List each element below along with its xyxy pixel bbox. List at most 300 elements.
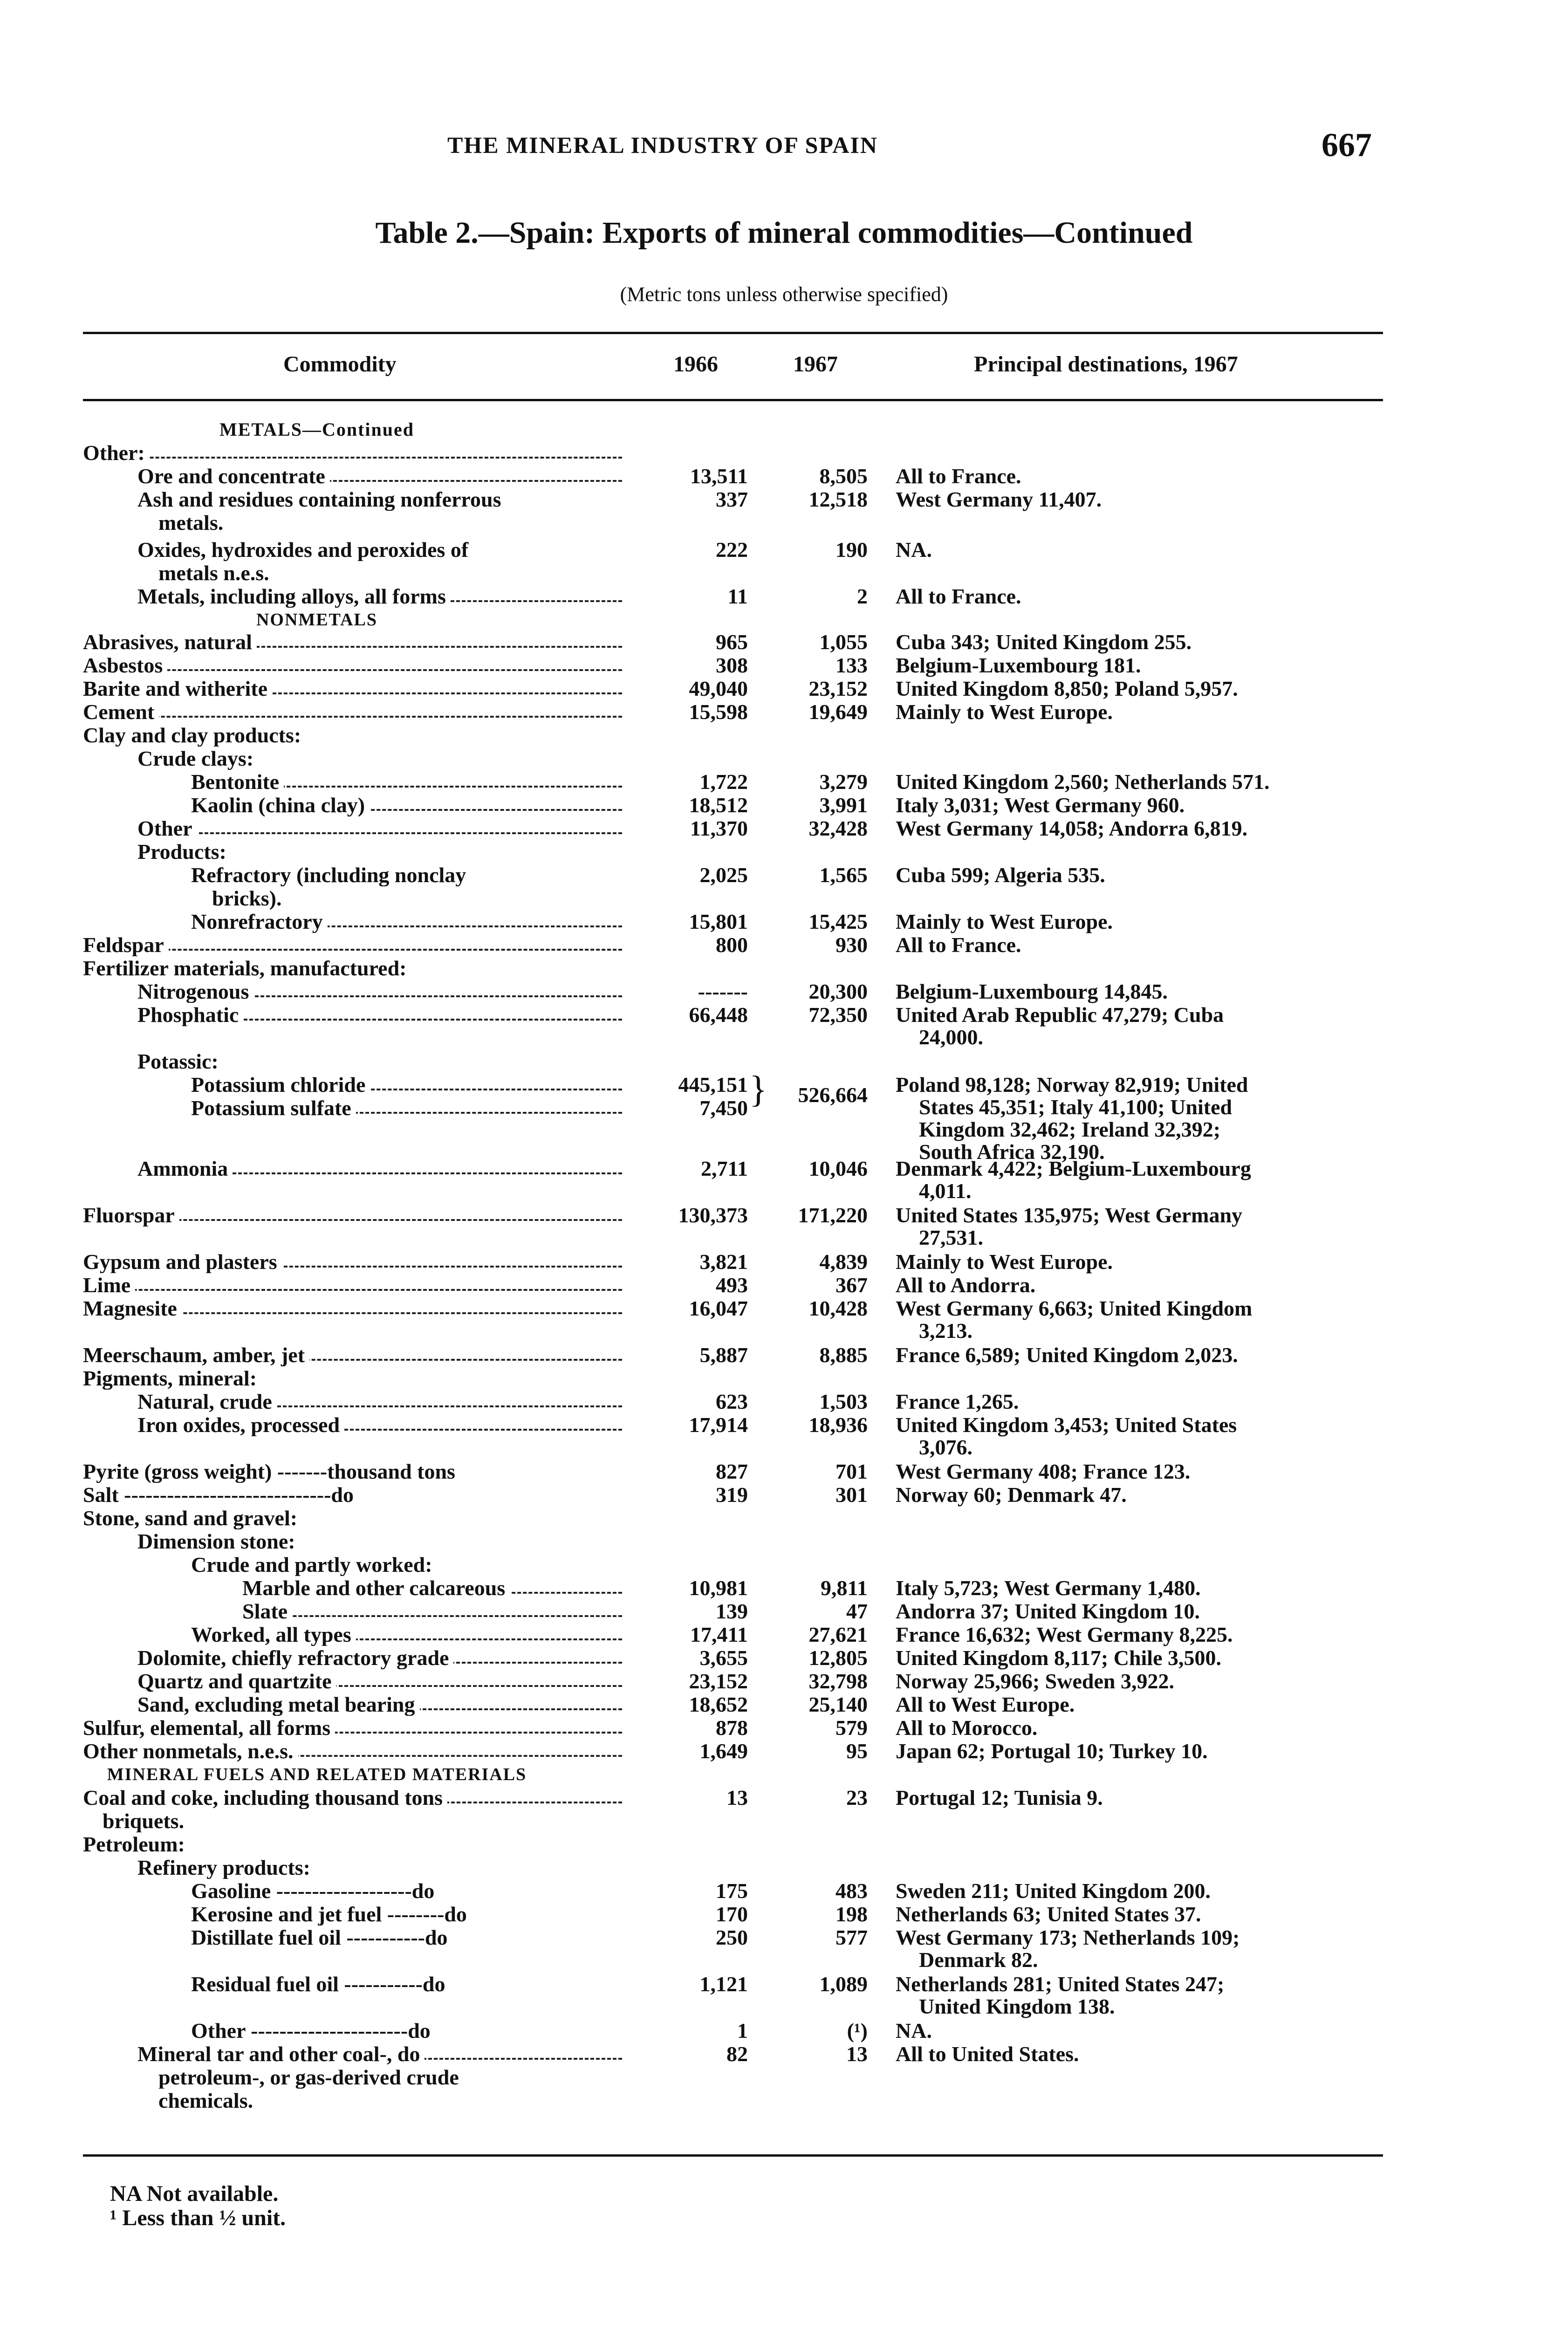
table-row xyxy=(0,539,1568,562)
commodity-cell xyxy=(0,841,622,863)
destinations-cell xyxy=(896,1251,1366,1273)
destinations-cell xyxy=(896,794,1366,816)
commodity-cell xyxy=(0,701,622,723)
table-row xyxy=(0,1624,1568,1647)
value-1967: 23,152 xyxy=(808,677,868,700)
commodity-label: Dolomite, chiefly refractory grade xyxy=(137,1647,453,1669)
destinations-cell xyxy=(896,1717,1366,1739)
destinations-cell xyxy=(896,911,1366,933)
value-1966: 250 xyxy=(716,1926,748,1949)
table-row xyxy=(0,1717,1568,1740)
value-1966: 623 xyxy=(716,1390,748,1413)
commodity-label: Worked, all types xyxy=(191,1624,356,1646)
table-row xyxy=(0,1251,1568,1274)
commodity-label: Salt -----------------------------do xyxy=(83,1484,358,1506)
value-1967: 10,046 xyxy=(808,1157,868,1180)
table-row xyxy=(0,1926,1568,1973)
table-row xyxy=(0,887,1568,911)
value-1967: 32,798 xyxy=(808,1669,868,1693)
commodity-label: Residual fuel oil -----------do xyxy=(191,1973,450,1995)
commodity-label: Kerosine and jet fuel --------do xyxy=(191,1903,472,1926)
commodity-cell xyxy=(0,585,622,608)
commodity-label: Distillate fuel oil -----------do xyxy=(191,1926,452,1949)
commodity-cell xyxy=(0,442,622,464)
value-1966: 319 xyxy=(716,1483,748,1507)
table-row xyxy=(0,585,1568,609)
destinations-cell xyxy=(896,1693,1366,1716)
destination-line: Cuba 599; Algeria 535. xyxy=(896,863,1105,887)
value-1967: 1,503 xyxy=(819,1390,868,1413)
value-1966: 337 xyxy=(716,487,748,511)
commodity-label: Feldspar xyxy=(83,934,169,956)
value-1967: 8,505 xyxy=(819,464,868,488)
commodity-label: Sulfur, elemental, all forms xyxy=(83,1717,335,1739)
destinations-cell xyxy=(896,1740,1366,1762)
destination-line: Belgium-Luxembourg 181. xyxy=(896,653,1141,677)
table-row xyxy=(0,1297,1568,1344)
table-body xyxy=(0,418,1568,2113)
value-1967: 301 xyxy=(835,1483,868,1507)
commodity-cell xyxy=(84,609,550,631)
leader-dots xyxy=(83,457,622,459)
value-1966: 18,512 xyxy=(689,793,748,817)
commodity-label: Crude clays: xyxy=(137,747,258,770)
commodity-cell xyxy=(0,1414,622,1436)
commodity-cell xyxy=(0,864,622,886)
destinations-cell xyxy=(896,1600,1366,1623)
commodity-label: Nonrefractory xyxy=(191,911,328,933)
value-1967: 579 xyxy=(835,1716,868,1740)
value-1966: 1 xyxy=(737,2019,748,2042)
commodity-label: Nitrogenous xyxy=(137,980,253,1003)
section-heading xyxy=(0,609,1568,631)
destination-line: France 1,265. xyxy=(896,1390,1019,1413)
commodity-label: Metals, including alloys, all forms xyxy=(137,585,451,608)
destination-line: United Arab Republic 47,279; Cuba xyxy=(896,1003,1224,1027)
destinations-cell xyxy=(896,585,1366,608)
destination-line: States 45,351; Italy 41,100; United xyxy=(919,1095,1232,1119)
commodity-cell xyxy=(0,1903,622,1926)
table-row xyxy=(0,2090,1568,2113)
destinations-cell xyxy=(896,1004,1366,1048)
commodity-cell xyxy=(0,631,622,653)
destinations-cell xyxy=(896,2020,1366,2042)
value-1966: 175 xyxy=(716,1879,748,1903)
value-1966: 82 xyxy=(726,2042,748,2066)
value-1967: 930 xyxy=(835,933,868,957)
section-heading xyxy=(0,418,1568,442)
table-row xyxy=(0,701,1568,724)
value-1966: 222 xyxy=(716,538,748,562)
commodity-cell xyxy=(0,1074,622,1096)
value-1967: 95 xyxy=(846,1739,868,1763)
value-1967: 27,621 xyxy=(808,1623,868,1646)
table-row xyxy=(0,1833,1568,1857)
commodity-cell xyxy=(0,1274,622,1296)
value-1966: 7,450 xyxy=(699,1096,748,1120)
section-heading xyxy=(0,1763,1568,1787)
value-1967: 20,300 xyxy=(808,980,868,1003)
destination-line: West Germany 14,058; Andorra 6,819. xyxy=(896,816,1248,840)
commodity-cell xyxy=(0,2020,622,2042)
destination-line: 3,213. xyxy=(919,1319,972,1343)
table-row xyxy=(0,794,1568,817)
col-header-commodity: Commodity xyxy=(283,352,397,377)
destinations-cell xyxy=(896,465,1366,487)
destination-line: United Kingdom 8,850; Poland 5,957. xyxy=(896,677,1238,700)
value-1966: 15,598 xyxy=(689,700,748,724)
value-1966: 13 xyxy=(726,1786,748,1809)
table-row xyxy=(0,1857,1568,1880)
commodity-label: Other nonmetals, n.e.s. xyxy=(83,1740,298,1762)
commodity-label: Coal and coke, including thousand tons xyxy=(83,1787,447,1809)
value-1966: 11,370 xyxy=(690,816,748,840)
table-row xyxy=(0,1530,1568,1554)
commodity-cell xyxy=(84,418,550,441)
commodity-label: Cement xyxy=(83,701,159,723)
commodity-cell xyxy=(0,465,622,487)
destinations-cell xyxy=(896,864,1366,886)
destination-line: West Germany 11,407. xyxy=(896,487,1102,511)
destination-line: All to Andorra. xyxy=(896,1273,1036,1297)
commodity-cell xyxy=(0,1647,622,1669)
commodity-label: Ammonia xyxy=(137,1158,233,1180)
destination-line: All to Morocco. xyxy=(896,1716,1038,1740)
destination-line: West Germany 408; France 123. xyxy=(896,1460,1191,1483)
table-row xyxy=(0,1050,1568,1074)
value-1966: 965 xyxy=(716,630,748,654)
commodity-label: Dimension stone: xyxy=(137,1530,300,1553)
table-row xyxy=(0,864,1568,887)
header-rule xyxy=(83,399,1383,401)
commodity-label: metals n.e.s. xyxy=(158,562,274,584)
destination-line: Kingdom 32,462; Ireland 32,392; xyxy=(919,1117,1221,1141)
commodity-label: Bentonite xyxy=(191,771,284,793)
table-row xyxy=(0,957,1568,980)
value-1967: 701 xyxy=(835,1460,868,1483)
top-rule xyxy=(83,332,1383,334)
table-row xyxy=(0,678,1568,701)
value-1966: ------- xyxy=(698,980,748,1003)
destination-line: Norway 25,966; Sweden 3,922. xyxy=(896,1669,1174,1693)
destination-line: United Kingdom 138. xyxy=(919,1994,1115,2018)
commodity-cell xyxy=(0,1530,622,1553)
value-1967: (¹) xyxy=(847,2019,868,2042)
table-row xyxy=(0,2020,1568,2043)
destinations-cell xyxy=(896,980,1366,1003)
value-1966: 170 xyxy=(716,1902,748,1926)
page-number: 667 xyxy=(1322,126,1372,164)
commodity-label: Iron oxides, processed xyxy=(137,1414,344,1436)
leader-dots xyxy=(137,832,622,834)
commodity-cell xyxy=(0,1670,622,1693)
table-row xyxy=(0,1880,1568,1903)
value-1966: 827 xyxy=(716,1460,748,1483)
footnote-na: NA Not available. xyxy=(110,2181,279,2206)
destinations-cell xyxy=(896,1204,1366,1249)
destinations-cell xyxy=(896,1926,1366,1971)
commodity-cell xyxy=(84,1763,550,1786)
commodity-cell xyxy=(0,562,622,584)
commodity-cell xyxy=(0,1810,622,1832)
commodity-cell xyxy=(0,1460,622,1483)
destinations-cell xyxy=(896,1670,1366,1693)
destination-line: United Kingdom 2,560; Netherlands 571. xyxy=(896,770,1270,794)
table-row xyxy=(0,2043,1568,2066)
value-1966: 1,121 xyxy=(699,1972,748,1996)
commodity-label: Potassium chloride xyxy=(191,1074,370,1096)
destination-line: France 16,632; West Germany 8,225. xyxy=(896,1623,1233,1646)
table-row xyxy=(0,465,1568,488)
value-1967: 4,839 xyxy=(819,1250,868,1274)
commodity-label: Phosphatic xyxy=(137,1004,243,1026)
commodity-cell xyxy=(0,911,622,933)
table-subtitle: (Metric tons unless otherwise specified) xyxy=(620,283,948,306)
destinations-cell xyxy=(896,1484,1366,1506)
commodity-cell xyxy=(0,1880,622,1902)
value-1967: 12,805 xyxy=(808,1646,868,1670)
destinations-cell xyxy=(896,1577,1366,1599)
commodity-cell xyxy=(0,1251,622,1273)
commodity-cell xyxy=(0,1297,622,1320)
col-header-1966: 1966 xyxy=(673,352,718,377)
destination-line: 24,000. xyxy=(919,1025,983,1049)
commodity-label: Potassic: xyxy=(137,1050,223,1073)
table-row xyxy=(0,1460,1568,1484)
commodity-cell xyxy=(0,980,622,1003)
destinations-cell xyxy=(896,488,1366,511)
table-row xyxy=(0,1484,1568,1507)
value-1966: 66,448 xyxy=(689,1003,748,1027)
value-1966: 17,914 xyxy=(689,1413,748,1437)
commodity-label: Refractory (including nonclay xyxy=(191,864,471,886)
value-1967: 1,565 xyxy=(819,863,868,887)
destination-line: West Germany 6,663; United Kingdom xyxy=(896,1296,1253,1320)
table-row xyxy=(0,980,1568,1004)
value-1966: 17,411 xyxy=(690,1623,748,1646)
table-row xyxy=(0,1507,1568,1530)
commodity-label: Mineral tar and other coal-, do xyxy=(137,2043,425,2065)
footnote-1: ¹ Less than ½ unit. xyxy=(110,2206,286,2230)
commodity-cell xyxy=(0,539,622,561)
destination-line: All to France. xyxy=(896,933,1021,957)
value-1966: 800 xyxy=(716,933,748,957)
value-1967: 3,279 xyxy=(819,770,868,794)
commodity-cell xyxy=(0,1926,622,1949)
value-1966: 16,047 xyxy=(689,1296,748,1320)
value-1966: 130,373 xyxy=(678,1203,748,1227)
commodity-cell xyxy=(0,488,622,511)
commodity-label: Other xyxy=(137,817,197,840)
value-1966: 11 xyxy=(727,584,748,608)
destinations-cell xyxy=(896,1624,1366,1646)
destinations-cell xyxy=(896,771,1366,793)
destinations-cell xyxy=(896,539,1366,561)
table-row xyxy=(0,1554,1568,1577)
table-row xyxy=(0,1693,1568,1717)
commodity-cell xyxy=(0,1507,622,1529)
value-1967: 47 xyxy=(846,1599,868,1623)
destination-line: Netherlands 281; United States 247; xyxy=(896,1972,1225,1996)
table-row xyxy=(0,911,1568,934)
destinations-cell xyxy=(896,1344,1366,1366)
value-1966: 878 xyxy=(716,1716,748,1740)
destinations-cell xyxy=(896,1391,1366,1413)
commodity-cell xyxy=(0,1367,622,1390)
commodity-label: Other ----------------------do xyxy=(191,2020,435,2042)
destinations-cell xyxy=(896,1460,1366,1483)
destinations-cell xyxy=(896,678,1366,700)
destination-line: United Kingdom 3,453; United States xyxy=(896,1413,1237,1437)
destination-line: Portugal 12; Tunisia 9. xyxy=(896,1786,1103,1809)
value-1967: 9,811 xyxy=(821,1576,868,1600)
commodity-label: Potassium sulfate xyxy=(191,1097,356,1119)
commodity-label: Magnesite xyxy=(83,1297,182,1320)
value-1966: 445,151 xyxy=(678,1073,748,1096)
value-1966: 3,655 xyxy=(699,1646,748,1670)
commodity-cell xyxy=(0,1391,622,1413)
section-label: METALS—Continued xyxy=(219,419,414,440)
table-row xyxy=(0,1740,1568,1763)
value-1967: 12,518 xyxy=(808,487,868,511)
destination-line: Mainly to West Europe. xyxy=(896,910,1113,933)
table-row xyxy=(0,512,1568,539)
destination-line: All to West Europe. xyxy=(896,1693,1075,1716)
value-1966: 13,511 xyxy=(690,464,748,488)
value-1967: 25,140 xyxy=(808,1693,868,1716)
section-label: NONMETALS xyxy=(256,610,378,630)
destination-line: Poland 98,128; Norway 82,919; United xyxy=(896,1073,1248,1096)
commodity-label: Abrasives, natural xyxy=(83,631,257,653)
commodity-label: Sand, excluding metal bearing xyxy=(137,1693,420,1716)
value-1967: 198 xyxy=(835,1902,868,1926)
col-header-destinations: Principal destinations, 1967 xyxy=(974,352,1238,377)
commodity-cell xyxy=(0,1787,622,1809)
table-row xyxy=(0,1577,1568,1600)
commodity-label: Quartz and quartzite xyxy=(137,1670,336,1693)
destination-line: West Germany 173; Netherlands 109; xyxy=(896,1926,1240,1949)
commodity-cell xyxy=(0,512,622,534)
table-row xyxy=(0,1367,1568,1391)
destination-line: Norway 60; Denmark 47. xyxy=(896,1483,1127,1507)
table-row xyxy=(0,1344,1568,1367)
value-1967: 526,664 xyxy=(798,1083,868,1107)
table-row xyxy=(0,1903,1568,1926)
value-1967: 3,991 xyxy=(819,793,868,817)
table-row xyxy=(0,817,1568,841)
value-1966: 308 xyxy=(716,653,748,677)
value-1967: 1,055 xyxy=(819,630,868,654)
commodity-cell xyxy=(0,2090,622,2112)
table-row xyxy=(0,1004,1568,1050)
commodity-cell xyxy=(0,817,622,840)
destinations-cell xyxy=(896,2043,1366,2065)
commodity-label: briquets. xyxy=(103,1810,189,1832)
table-title: Table 2.—Spain: Exports of mineral commodities—Continued xyxy=(375,216,1193,250)
commodity-cell xyxy=(0,1204,622,1227)
destinations-cell xyxy=(896,1880,1366,1902)
destination-line: United Kingdom 8,117; Chile 3,500. xyxy=(896,1646,1222,1670)
commodity-label: Barite and witherite xyxy=(83,678,272,700)
table-row xyxy=(0,724,1568,747)
commodity-cell xyxy=(0,1624,622,1646)
commodity-label: Lime xyxy=(83,1274,135,1296)
commodity-label: Ore and concentrate xyxy=(137,465,330,487)
table-row xyxy=(0,654,1568,678)
value-1967: 18,936 xyxy=(808,1413,868,1437)
destinations-cell xyxy=(896,817,1366,840)
commodity-label: Marble and other calcareous xyxy=(242,1577,510,1599)
destination-line: 4,011. xyxy=(919,1179,972,1203)
bottom-rule xyxy=(83,2154,1383,2157)
destination-line: Mainly to West Europe. xyxy=(896,1250,1113,1274)
value-1967: 577 xyxy=(835,1926,868,1949)
destinations-cell xyxy=(896,631,1366,653)
destination-line: All to United States. xyxy=(896,2042,1079,2066)
section-label: MINERAL FUELS AND RELATED MATERIALS xyxy=(107,1765,527,1784)
commodity-cell xyxy=(0,1693,622,1716)
destination-line: 27,531. xyxy=(919,1226,983,1249)
commodity-label: Gasoline -------------------do xyxy=(191,1880,439,1902)
value-1966: 1,649 xyxy=(699,1739,748,1763)
commodity-label: Natural, crude xyxy=(137,1391,277,1413)
table-row xyxy=(0,1097,1568,1158)
commodity-label: Refinery products: xyxy=(137,1857,315,1879)
table-row xyxy=(0,442,1568,465)
destination-line: Denmark 82. xyxy=(919,1948,1038,1972)
value-1966: 2,025 xyxy=(699,863,748,887)
commodity-cell xyxy=(0,1344,622,1366)
commodity-label: chemicals. xyxy=(158,2090,258,2112)
table-row xyxy=(0,1787,1568,1810)
commodity-cell xyxy=(0,794,622,816)
commodity-label: Slate xyxy=(242,1600,292,1623)
brace-symbol: } xyxy=(749,1069,767,1110)
commodity-cell xyxy=(0,678,622,700)
value-1966: 493 xyxy=(716,1273,748,1297)
value-1966: 49,040 xyxy=(689,677,748,700)
commodity-cell xyxy=(0,747,622,770)
value-1966: 18,652 xyxy=(689,1693,748,1716)
commodity-label: Other: xyxy=(83,442,150,464)
table-row xyxy=(0,1204,1568,1251)
commodity-label: Fertilizer materials, manufactured: xyxy=(83,957,411,980)
commodity-label: Gypsum and plasters xyxy=(83,1251,282,1273)
value-1967: 72,350 xyxy=(808,1003,868,1027)
commodity-cell xyxy=(0,887,622,910)
value-1967: 2 xyxy=(857,584,868,608)
destination-line: 3,076. xyxy=(919,1435,972,1459)
table-row xyxy=(0,631,1568,654)
leader-dots xyxy=(83,716,622,718)
commodity-cell xyxy=(0,1833,622,1856)
leader-dots xyxy=(83,1289,622,1291)
commodity-label: Asbestos xyxy=(83,654,167,677)
table-row xyxy=(0,1391,1568,1414)
destination-line: Italy 5,723; West Germany 1,480. xyxy=(896,1576,1201,1600)
value-1966: 3,821 xyxy=(699,1250,748,1274)
destination-line: Andorra 37; United Kingdom 10. xyxy=(896,1599,1200,1623)
table-row xyxy=(0,1973,1568,2020)
destinations-cell xyxy=(896,1903,1366,1926)
value-1967: 15,425 xyxy=(808,910,868,933)
table-row xyxy=(0,488,1568,512)
table-row xyxy=(0,2066,1568,2090)
value-1967: 190 xyxy=(835,538,868,562)
commodity-cell xyxy=(0,654,622,677)
destinations-cell xyxy=(896,1414,1366,1459)
commodity-cell xyxy=(0,1740,622,1762)
